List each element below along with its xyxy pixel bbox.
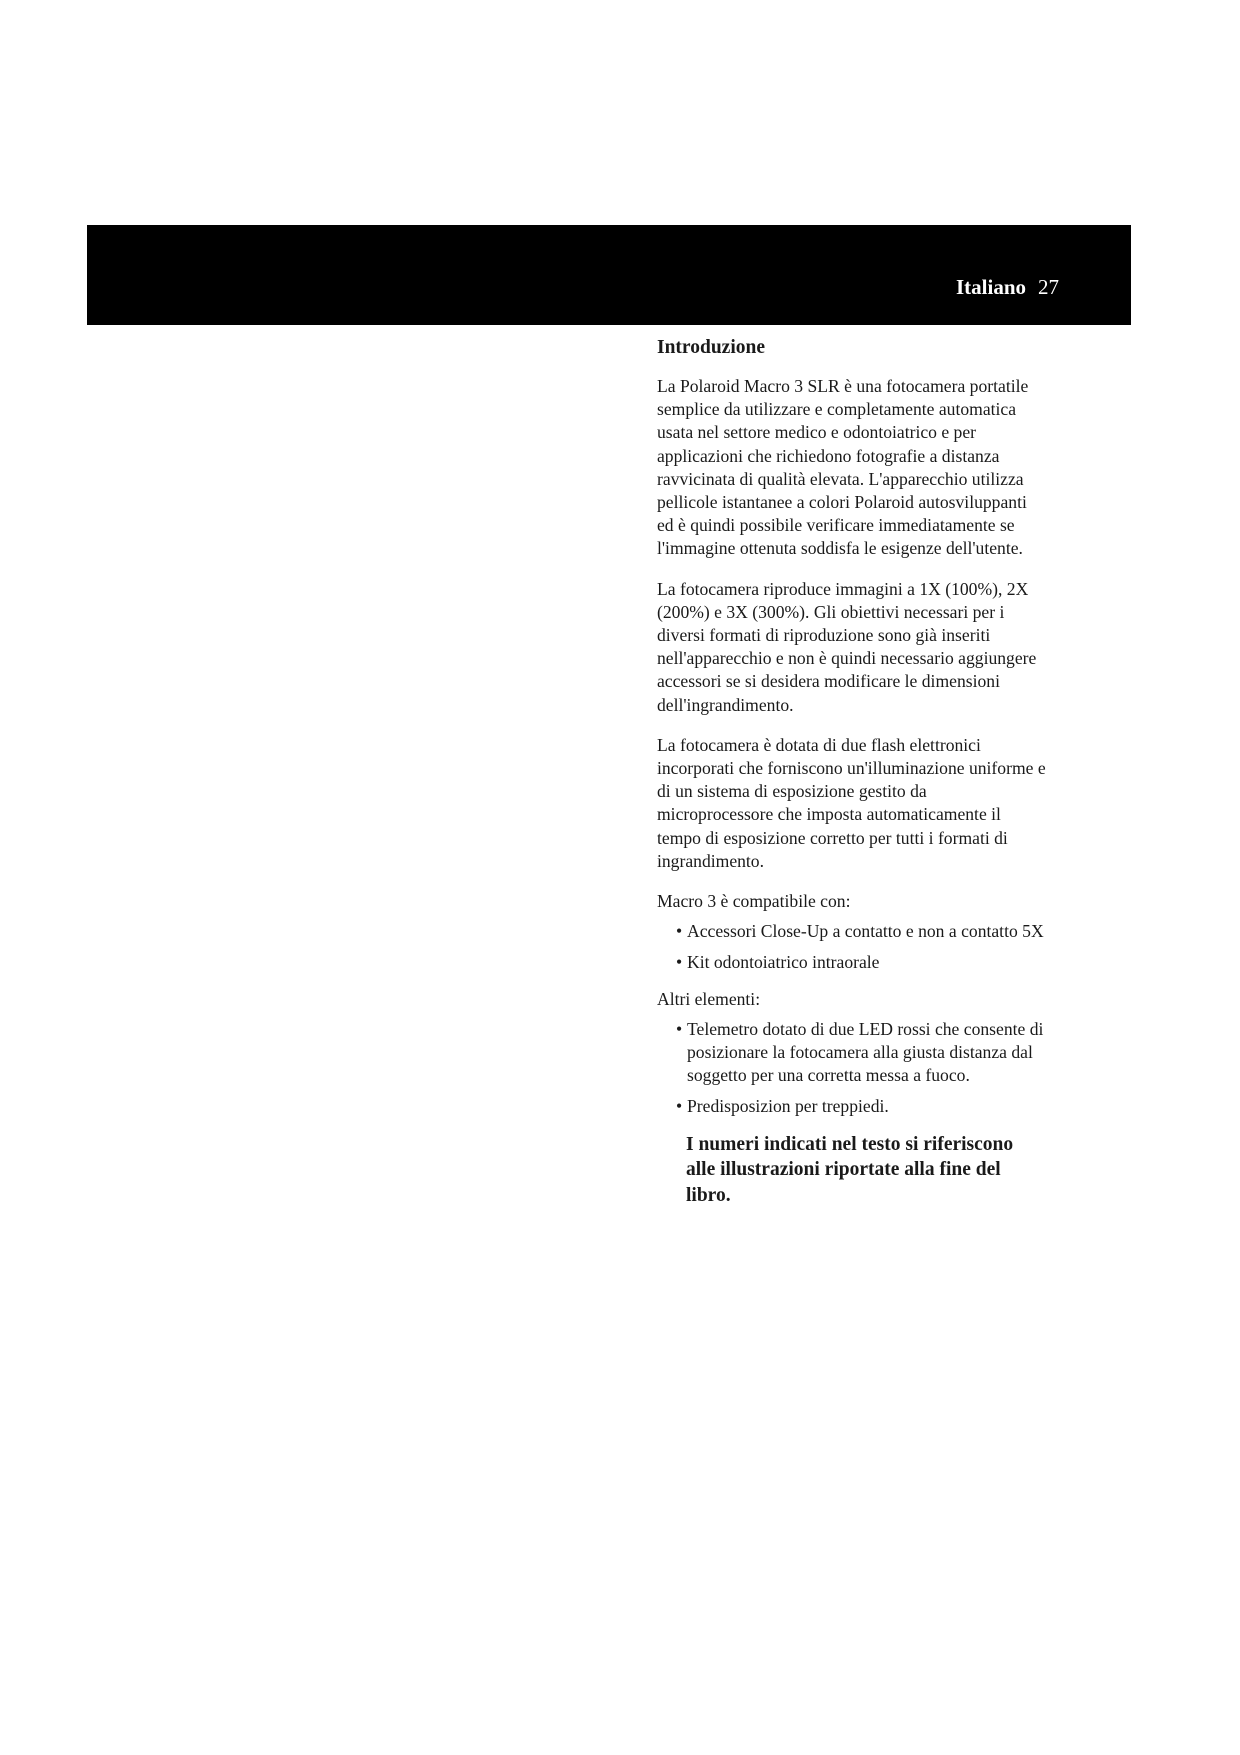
header-bar <box>87 225 1131 325</box>
other-elements-list <box>657 1018 1047 1119</box>
list-item: • Kit odontoiatrico intraorale <box>657 951 1047 974</box>
other-elements-label: Altri elementi: <box>657 988 761 1009</box>
main-content <box>657 335 1047 1208</box>
list-item: • Telemetro dotato di due LED rossi che consente di posizionare la fotocamera alla giusta distanza dal soggetto per una corretta messa a fuoco. <box>657 1018 1047 1088</box>
compatible-list <box>657 920 1047 974</box>
section-heading: Introduzione <box>657 337 765 358</box>
paragraph-overview: La Polaroid Macro 3 SLR è una fotocamera portatile semplice da utilizzare e completamente automatica usata nel settore medico e odontoiatrico e per applicazioni che richiedono fotografie a distanza ravvicinata di qualità elevata. L'apparecchio utilizza pellicole istantanee a colori Polaroid autosviluppanti ed è quindi possibile verificare immediatamente se l'immagine ottenuta soddisfa le esigenze dell'utente. <box>657 376 1029 559</box>
page-number: 27 <box>1038 275 1059 299</box>
header-label <box>956 275 1059 299</box>
paragraph-magnification: La fotocamera riproduce immagini a 1X (100%), 2X (200%) e 3X (300%). Gli obiettivi necessari per i diversi formati di riproduzione sono già inseriti nell'apparecchio e non è quindi necessario aggiungere accessori se si desidera modificare le dimensioni dell'ingrandimento. <box>657 578 1037 715</box>
paragraph-flash-exposure: La fotocamera è dotata di due flash elettronici incorporati che forniscono un'illuminazione uniforme e di un sistema di esposizione gestito da microprocessore che imposta automaticamente il tempo di esposizione corretto per tutti i formati di ingrandimento. <box>657 734 1046 871</box>
list-item: • Accessori Close-Up a contatto e non a contatto 5X <box>657 920 1047 943</box>
language-label: Italiano <box>955 275 1026 299</box>
list-item: • Predisposizion per treppiedi. <box>657 1095 1047 1118</box>
compatible-label: Macro 3 è compatibile con: <box>657 891 851 912</box>
illustration-note: I numeri indicati nel testo si riferiscono alle illustrazioni riportate alla fine del libro. <box>686 1133 1014 1206</box>
